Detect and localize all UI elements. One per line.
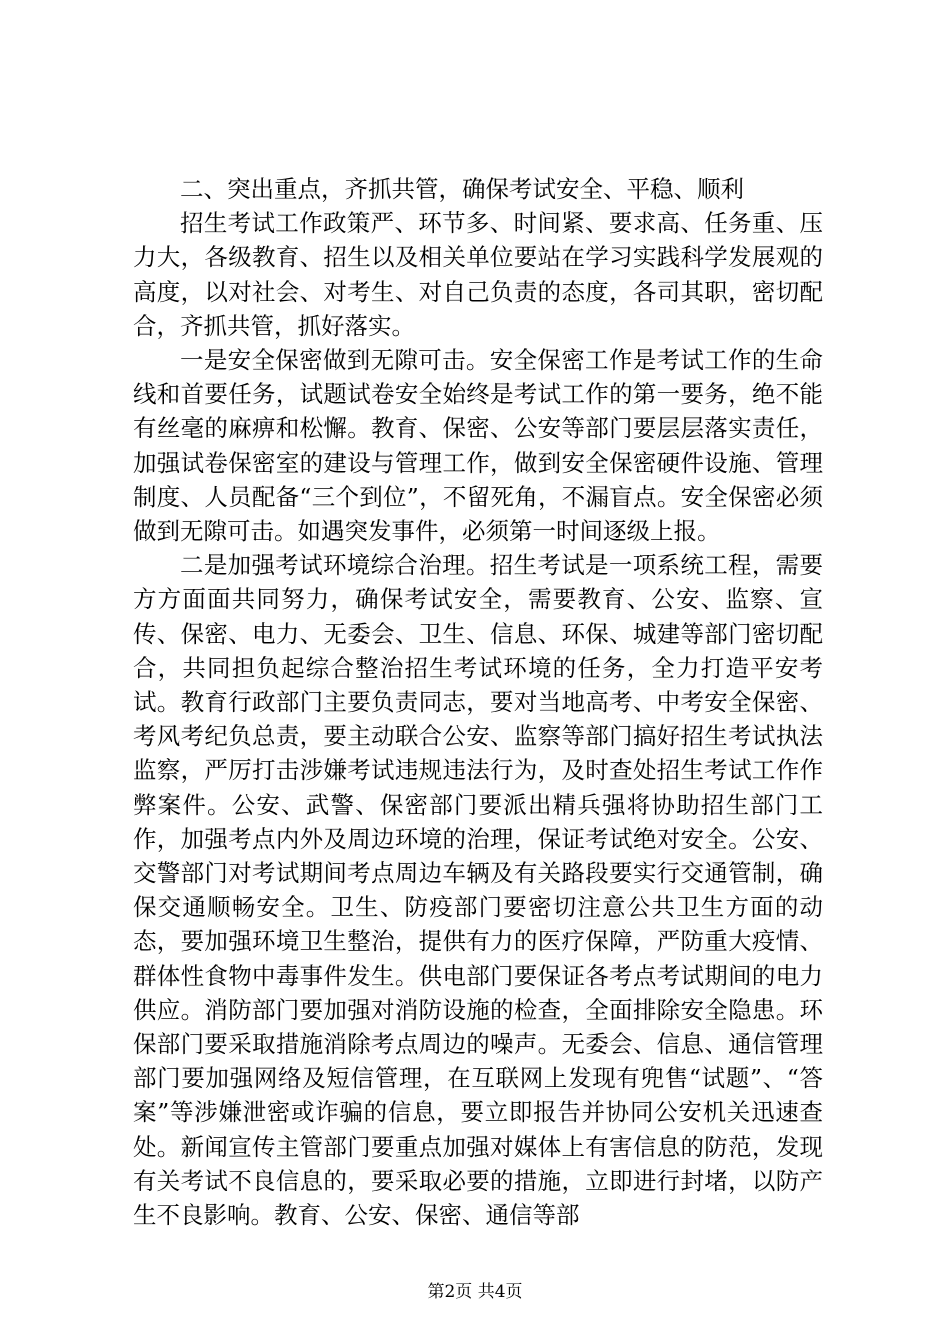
paragraph-environment: 二是加强考试环境综合治理。招生考试是一项系统工程，需要方方面面共同努力，确保考试安全，需要教育、公安、监察、宣传、保密、电力、无委会、卫生、信息、环保、城建等部门密切配合，共同担负起综合整治招生考试环境的任务，全力打造平安考试。教育行政部门主要负责同志，要对当地高考、中考安全保密、考风考纪负总责，要主动联合公安、监察等部门搞好招生考试执法监察，严厉打击涉嫌考试违规违法行为，及时查处招生考试工作作弊案件。公安、武警、保密部门要派出精兵强将协助招生部门工作，加强考点内外及周边环境的治理，保证考试绝对安全。公安、交警部门对考试期间考点周边车辆及有关路段要实行交通管制，确保交通顺畅安全。卫生、防疫部门要密切注意公共卫生方面的动态，要加强环境卫生整治，提供有力的医疗保障，严防重大疫情、群体性食物中毒事件发生。供电部门要保证各考点考试期间的电力供应。消防部门要加强对消防设施的检查，全面排除安全隐患。环保部门要采取措施消除考点周边的噪声。无委会、信息、通信管理部门要加强网络及短信管理，在互联网上发现有兜售“试题”、“答案”等涉嫌泄密或诈骗的信息，要立即报告并协同公安机关迅速查处。新闻宣传主管部门要重点加强对媒体上有害信息的防范，发现有关考试不良信息的，要采取必要的措施，立即进行封堵，以防产生不良影响。教育、公安、保密、通信等部 bbox=[133, 551, 823, 1230]
section-heading: 二、突出重点，齐抓共管，确保考试安全、平稳、顺利 bbox=[180, 175, 744, 203]
paragraph-intro: 招生考试工作政策严、环节多、时间紧、要求高、任务重、压力大，各级教育、招生以及相关单位要站在学习实践科学发展观的高度，以对社会、对考生、对自己负责的态度，各司其职，密切配合，齐抓共管，抓好落实。 bbox=[133, 209, 823, 340]
paragraph-security: 一是安全保密做到无隙可击。安全保密工作是考试工作的生命线和首要任务，试题试卷安全始终是考试工作的第一要务，绝不能有丝毫的麻痹和松懈。教育、保密、公安等部门要层层落实责任，加强试卷保密室的建设与管理工作，做到安全保密硬件设施、管理制度、人员配备“三个到位”，不留死角，不漏盲点。安全保密必须做到无隙可击。如遇突发事件，必须第一时间逐级上报。 bbox=[133, 346, 823, 546]
document-body bbox=[133, 172, 823, 1232]
page-number-footer: 第2页 共4页 bbox=[427, 1282, 523, 1302]
